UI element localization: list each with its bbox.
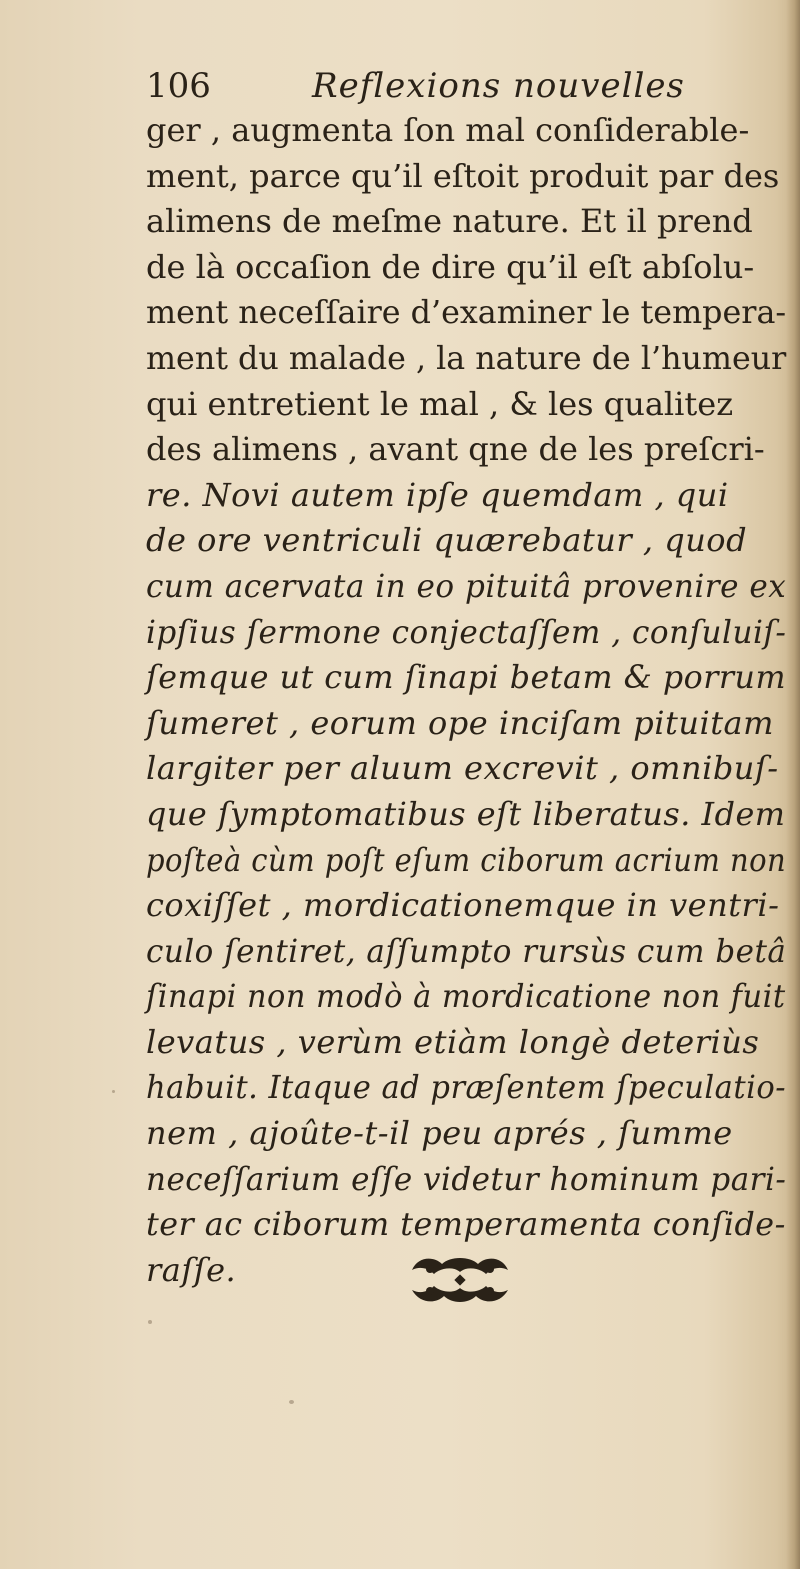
text-line: culo ſentiret, aſſumpto rursùs cum betâ <box>146 931 787 970</box>
text-line: poſteà cùm poſt eſum ciborum acrium non <box>146 840 787 879</box>
text-line: de là occaſion de dire qu’il eſt abſolu- <box>146 247 755 286</box>
text-line: de ore ventriculi quærebatur , quod <box>146 521 748 560</box>
text-line: re. Novi autem ipſe quemdam , qui <box>146 475 729 514</box>
text-line: raſſe. <box>146 1250 237 1289</box>
text-line: ger , augmenta ſon mal conſiderable- <box>146 111 750 149</box>
text-line: que ſymptomatibus eſt liberatus. Idem <box>146 794 786 833</box>
text-line: habuit. Itaque ad præſentem ſpeculatio- <box>146 1068 787 1107</box>
text-line: qui entretient le mal , & les qualitez <box>146 384 734 423</box>
page-edge-shadow <box>786 0 800 1569</box>
page-header <box>146 64 746 108</box>
text-line: ter ac ciborum temperamenta conſide- <box>146 1205 786 1244</box>
text-line: largiter per aluum excrevit , omnibuſ- <box>146 749 779 788</box>
ink-spot <box>148 1320 152 1324</box>
text-line: cum acervata in eo pituitâ provenire ex <box>146 566 787 605</box>
text-line: ipſius ſermone conjectaſſem , conſuluiſ- <box>146 612 787 651</box>
text-line: ment, parce qu’il eſtoit produit par des <box>146 156 780 195</box>
text-line: ſinapi non modò à mordicatione non fuit <box>146 977 786 1016</box>
body-text <box>146 108 786 1293</box>
text-line: neceſſarium eſſe videtur hominum pari- <box>146 1159 787 1198</box>
ink-spot <box>289 1400 294 1404</box>
printers-fleuron-icon <box>400 1250 520 1310</box>
page-number: 106 <box>146 66 211 106</box>
ink-spot <box>112 1090 115 1093</box>
text-line: des alimens , avant qne de les preſcri- <box>146 430 765 469</box>
text-line: nem , ajoûte-t-il peu aprés , ſumme <box>146 1114 733 1153</box>
text-line: levatus , verùm etiàm longè deteriùs <box>146 1022 760 1061</box>
text-line: ſumeret , eorum ope inciſam pituitam <box>146 703 774 742</box>
text-line: ment du malade , la nature de l’humeur <box>146 338 787 377</box>
text-line: alimens de meſme nature. Et il prend <box>146 202 753 241</box>
text-line: coxiſſet , mordicationemque in ventri- <box>146 886 780 925</box>
text-line: ſemque ut cum ſinapi betam & porrum <box>146 658 786 697</box>
running-head: Reflexions nouvelles <box>312 66 685 106</box>
text-line: ment neceſſaire d’examiner le tempera- <box>146 293 787 332</box>
